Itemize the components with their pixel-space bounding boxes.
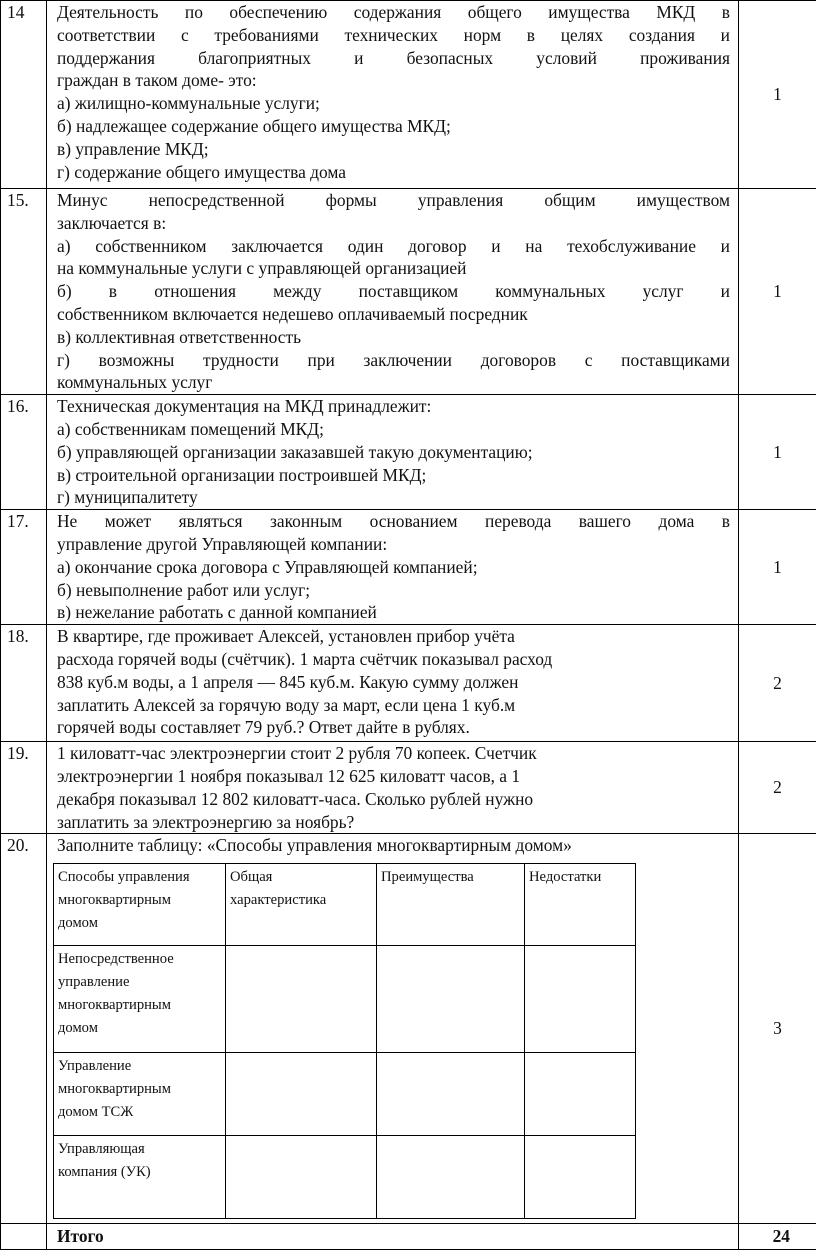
question-line: Техническая документация на МКД принадлежит: (57, 395, 730, 418)
fill-in-header-row (54, 864, 636, 946)
question-line: в) коллективная ответственность (57, 326, 730, 349)
question-line: декабря показывал 12 802 киловатт-часа. Сколько рублей нужно (57, 788, 730, 811)
fill-in-header-cell (525, 864, 636, 946)
question-line: коммунальных услуг (57, 371, 730, 394)
question-line: горячей воды составляет 79 руб.? Ответ дайте в рублях. (57, 716, 730, 739)
question-line: собственником включается недешево оплачиваемый посредник (57, 303, 730, 326)
question-text (47, 834, 739, 1224)
row-label-line: домом ТСЖ (58, 1101, 221, 1124)
question-line: в) управление МКД; (57, 138, 730, 161)
question-line: Минус непосредственной формы управления общим имуществом (57, 189, 730, 212)
row-label-line: управление (58, 971, 221, 994)
header-line: Преимущества (381, 866, 520, 889)
question-line: 1 киловатт-час электроэнергии стоит 2 рубля 70 копеек. Счетчик (57, 742, 730, 765)
question-line: граждан в таком доме- это: (57, 69, 730, 92)
total-label: Итого (47, 1224, 739, 1250)
row-label-line: домом (58, 1017, 221, 1040)
question-line: заключается в: (57, 212, 730, 235)
question-points: 1 (739, 189, 816, 395)
question-title: Заполните таблицу: «Способы управления многоквартирным домом» (57, 834, 730, 857)
fill-in-row (54, 1136, 636, 1219)
question-line: а) окончание срока договора с Управляющей компанией; (57, 556, 730, 579)
question-points: 2 (739, 625, 816, 742)
row-label-line: многоквартирным (58, 994, 221, 1017)
question-number: 16. (1, 395, 47, 510)
question-line: б) в отношения между поставщиком коммунальных услуг и (57, 280, 730, 303)
fill-in-header-cell (377, 864, 525, 946)
question-text (47, 742, 739, 834)
question-line: Не может являться законным основанием перевода вашего дома в (57, 510, 730, 533)
question-row (1, 1, 816, 189)
question-line: б) надлежащее содержание общего имущества МКД; (57, 115, 730, 138)
question-row (1, 510, 816, 625)
row-label-line: Непосредственное (58, 948, 221, 971)
fill-in-empty-cell[interactable] (377, 946, 525, 1053)
question-points: 1 (739, 510, 816, 625)
question-line: заплатить Алексей за горячую воду за март, если цена 1 куб.м (57, 694, 730, 717)
header-line: Недостатки (529, 866, 631, 889)
fill-in-row (54, 1053, 636, 1136)
question-number: 18. (1, 625, 47, 742)
question-line: г) муниципалитету (57, 486, 730, 509)
question-line: а) собственникам помещений МКД; (57, 418, 730, 441)
question-text (47, 625, 739, 742)
question-number: 17. (1, 510, 47, 625)
fill-in-row (54, 946, 636, 1053)
question-number: 15. (1, 189, 47, 395)
question-line: в) нежелание работать с данной компанией (57, 601, 730, 624)
question-line: поддержания благоприятных и безопасных условий проживания (57, 47, 730, 70)
question-line: Деятельность по обеспечению содержания общего имущества МКД в (57, 1, 730, 24)
total-points: 24 (739, 1224, 816, 1250)
question-text (47, 1, 739, 189)
question-line: а) собственником заключается один договор и на техобслуживание и (57, 235, 730, 258)
question-text (47, 395, 739, 510)
question-row (1, 395, 816, 510)
row-label-line: компания (УК) (58, 1161, 221, 1184)
question-line: 838 куб.м воды, а 1 апреля — 845 куб.м. Какую сумму должен (57, 671, 730, 694)
question-line: электроэнергии 1 ноября показывал 12 625 киловатт часов, а 1 (57, 765, 730, 788)
header-line: Способы управления (58, 866, 221, 889)
question-line: г) возможны трудности при заключении договоров с поставщиками (57, 349, 730, 372)
question-points: 1 (739, 395, 816, 510)
header-line: Общая (230, 866, 372, 889)
fill-in-empty-cell[interactable] (226, 1136, 377, 1219)
fill-in-row-label (54, 1136, 226, 1219)
fill-in-row-label (54, 946, 226, 1053)
question-points: 3 (739, 834, 816, 1224)
question-row (1, 625, 816, 742)
fill-in-empty-cell[interactable] (525, 1136, 636, 1219)
row-label-line: многоквартирным (58, 1078, 221, 1101)
question-line: в) строительной организации построившей МКД; (57, 464, 730, 487)
fill-in-empty-cell[interactable] (377, 1053, 525, 1136)
question-line: б) невыполнение работ или услуг; (57, 579, 730, 602)
header-line: характеристика (230, 889, 372, 912)
question-number: 14 (1, 1, 47, 189)
fill-in-empty-cell[interactable] (226, 1053, 377, 1136)
question-line: на коммунальные услуги с управляющей организацией (57, 257, 730, 280)
question-text (47, 510, 739, 625)
question-row (1, 189, 816, 395)
question-row (1, 742, 816, 834)
question-number: 20. (1, 834, 47, 1224)
fill-in-empty-cell[interactable] (525, 946, 636, 1053)
question-points: 1 (739, 1, 816, 189)
question-line: б) управляющей организации заказавшей такую документацию; (57, 441, 730, 464)
fill-in-table (53, 863, 636, 1219)
question-line: управление другой Управляющей компании: (57, 533, 730, 556)
question-line: В квартире, где проживает Алексей, установлен прибор учёта (57, 625, 730, 648)
question-line: заплатить за электроэнергию за ноябрь? (57, 811, 730, 834)
header-line: домом (58, 912, 221, 935)
question-number: 19. (1, 742, 47, 834)
fill-in-row-label (54, 1053, 226, 1136)
question-text (47, 189, 739, 395)
fill-in-empty-cell[interactable] (377, 1136, 525, 1219)
header-line: многоквартирным (58, 889, 221, 912)
question-line: соответствии с требованиями технических норм в целях создания и (57, 24, 730, 47)
question-points: 2 (739, 742, 816, 834)
total-row (1, 1224, 816, 1250)
fill-in-header-cell (226, 864, 377, 946)
fill-in-empty-cell[interactable] (226, 946, 377, 1053)
row-label-line: Управляющая (58, 1138, 221, 1161)
question-line: расхода горячей воды (счётчик). 1 марта счётчик показывал расход (57, 648, 730, 671)
question-line: а) жилищно-коммунальные услуги; (57, 92, 730, 115)
question-line: г) содержание общего имущества дома (57, 161, 730, 184)
question-row-20 (1, 834, 816, 1224)
fill-in-header-cell (54, 864, 226, 946)
fill-in-empty-cell[interactable] (525, 1053, 636, 1136)
total-empty (1, 1224, 47, 1250)
row-label-line: Управление (58, 1055, 221, 1078)
